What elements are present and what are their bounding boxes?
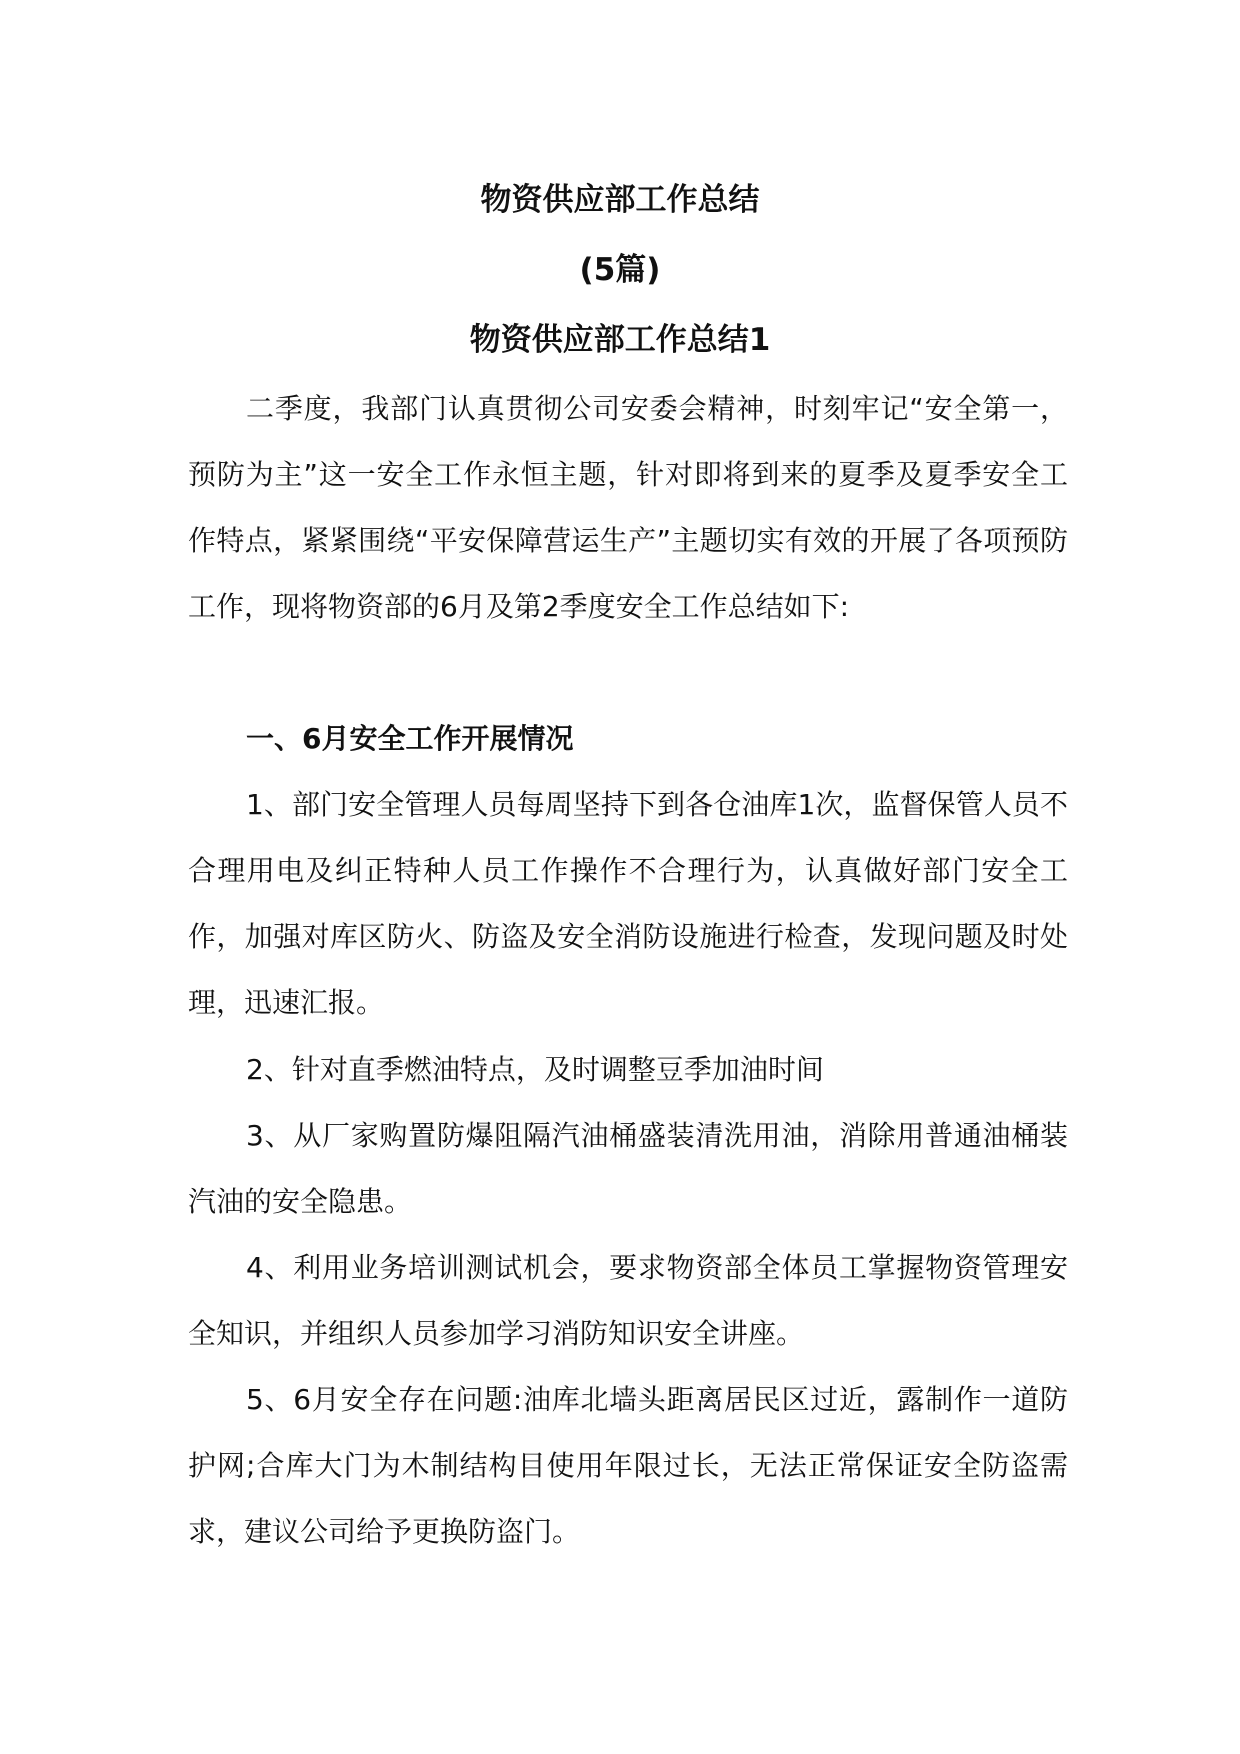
section-heading: 一、6月安全工作开展情况 (246, 722, 574, 755)
document-title: 物资供应部工作总结 (480, 182, 760, 218)
document-subtitle: (5篇) (579, 252, 661, 288)
intro-paragraph: 二季度，我部门认真贯彻公司安委会精神，时刻牢记“安全第一，预防为主”这一安全工作永恒主题，针对即将到来的夏季及夏季安全工作特点，紧紧围绕“平安保障营运生产”主题切实有效的开展了各项预防工作，现将物资部的6月及第2季度安全工作总结如下: (188, 392, 1068, 623)
list-item: 4、利用业务培训测试机会，要求物资部全体员工掌握物资管理安全知识，并组织人员参加学习消防知识安全讲座。 (188, 1251, 1068, 1350)
section-title: 物资供应部工作总结1 (469, 322, 771, 358)
list-item: 2、针对直季燃油特点，及时调整豆季加油时间 (246, 1053, 824, 1086)
list-item: 5、6月安全存在问题:油库北墙头距离居民区过近，露制作一道防护网;合库大门为木制结构目使用年限过长，无法正常保证安全防盗需求，建议公司给予更换防盗门。 (188, 1383, 1068, 1548)
list-item: 3、从厂家购置防爆阻隔汽油桶盛装清洗用油，消除用普通油桶装汽油的安全隐患。 (188, 1119, 1068, 1218)
list-item: 1、部门安全管理人员每周坚持下到各仓油库1次，监督保管人员不合理用电及纠正特种人员工作操作不合理行为，认真做好部门安全工作，加强对库区防火、防盗及安全消防设施进行检查，发现问题及时处理，迅速汇报。 (188, 788, 1068, 1019)
